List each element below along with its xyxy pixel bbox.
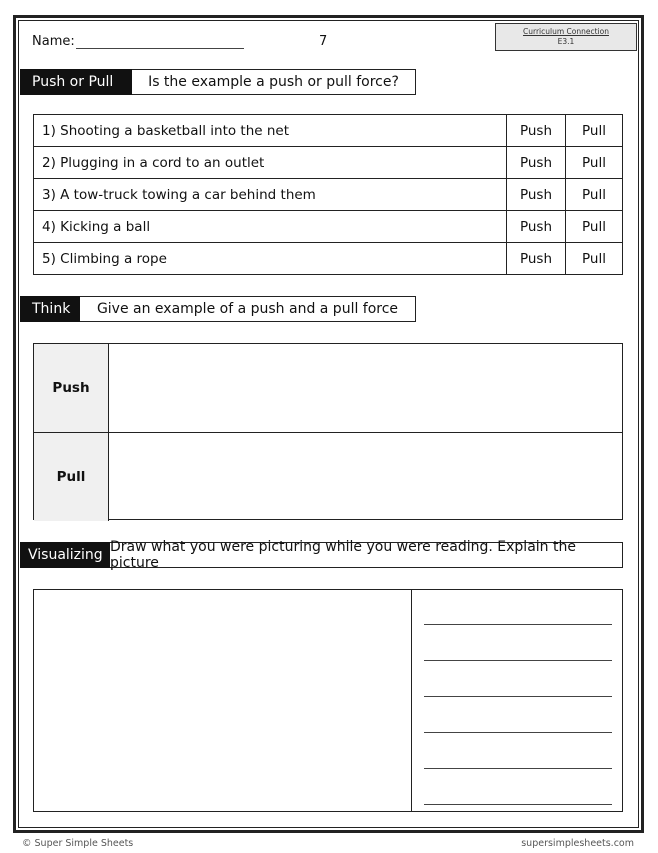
- section-tag: Push or Pull: [20, 69, 132, 95]
- question-text: 3) A tow-truck towing a car behind them: [34, 179, 507, 211]
- question-text: 2) Plugging in a cord to an outlet: [34, 147, 507, 179]
- footer-website: supersimplesheets.com: [521, 838, 634, 849]
- writing-line[interactable]: [424, 660, 612, 661]
- page-number: 7: [319, 34, 328, 49]
- writing-line[interactable]: [424, 732, 612, 733]
- push-pull-table: [33, 114, 623, 275]
- section-instruction: Give an example of a push and a pull force: [80, 296, 416, 322]
- pull-option[interactable]: Pull: [566, 211, 623, 243]
- writing-line[interactable]: [424, 696, 612, 697]
- table-row: [34, 211, 623, 243]
- section-tag: Think: [20, 296, 80, 322]
- section-think-header: [20, 296, 416, 322]
- think-answer-box: [33, 343, 623, 520]
- pull-option[interactable]: Pull: [566, 243, 623, 275]
- question-text: 1) Shooting a basketball into the net: [34, 115, 507, 147]
- pull-row: [34, 432, 622, 521]
- visualizing-box: [33, 589, 623, 812]
- curriculum-title: Curriculum Connection: [523, 27, 609, 36]
- drawing-area[interactable]: [34, 590, 412, 811]
- section-push-or-pull-header: [20, 69, 416, 95]
- pull-answer-area[interactable]: [109, 433, 622, 521]
- pull-option[interactable]: Pull: [566, 179, 623, 211]
- table-row: [34, 243, 623, 275]
- name-field[interactable]: [76, 48, 244, 49]
- pull-option[interactable]: Pull: [566, 147, 623, 179]
- table-row: [34, 115, 623, 147]
- table-row: [34, 147, 623, 179]
- writing-line[interactable]: [424, 624, 612, 625]
- section-visualizing-header: [20, 539, 623, 571]
- push-option[interactable]: Push: [507, 179, 566, 211]
- push-option[interactable]: Push: [507, 115, 566, 147]
- writing-line[interactable]: [424, 804, 612, 805]
- name-label: Name:: [32, 34, 75, 49]
- push-option[interactable]: Push: [507, 147, 566, 179]
- section-tag: Visualizing: [20, 542, 110, 568]
- pull-option[interactable]: Pull: [566, 115, 623, 147]
- table-row: [34, 179, 623, 211]
- push-option[interactable]: Push: [507, 211, 566, 243]
- curriculum-code: E3.1: [557, 37, 575, 46]
- explanation-area[interactable]: [412, 590, 622, 811]
- push-label: Push: [34, 344, 109, 432]
- push-option[interactable]: Push: [507, 243, 566, 275]
- push-row: [34, 344, 622, 432]
- pull-label: Pull: [34, 433, 109, 521]
- question-text: 5) Climbing a rope: [34, 243, 507, 275]
- footer-copyright: © Super Simple Sheets: [22, 838, 134, 849]
- question-text: 4) Kicking a ball: [34, 211, 507, 243]
- section-instruction: Is the example a push or pull force?: [132, 69, 416, 95]
- section-instruction: Draw what you were picturing while you were reading. Explain the picture: [110, 542, 623, 568]
- curriculum-connection-box: [495, 23, 637, 51]
- push-answer-area[interactable]: [109, 344, 622, 432]
- writing-line[interactable]: [424, 768, 612, 769]
